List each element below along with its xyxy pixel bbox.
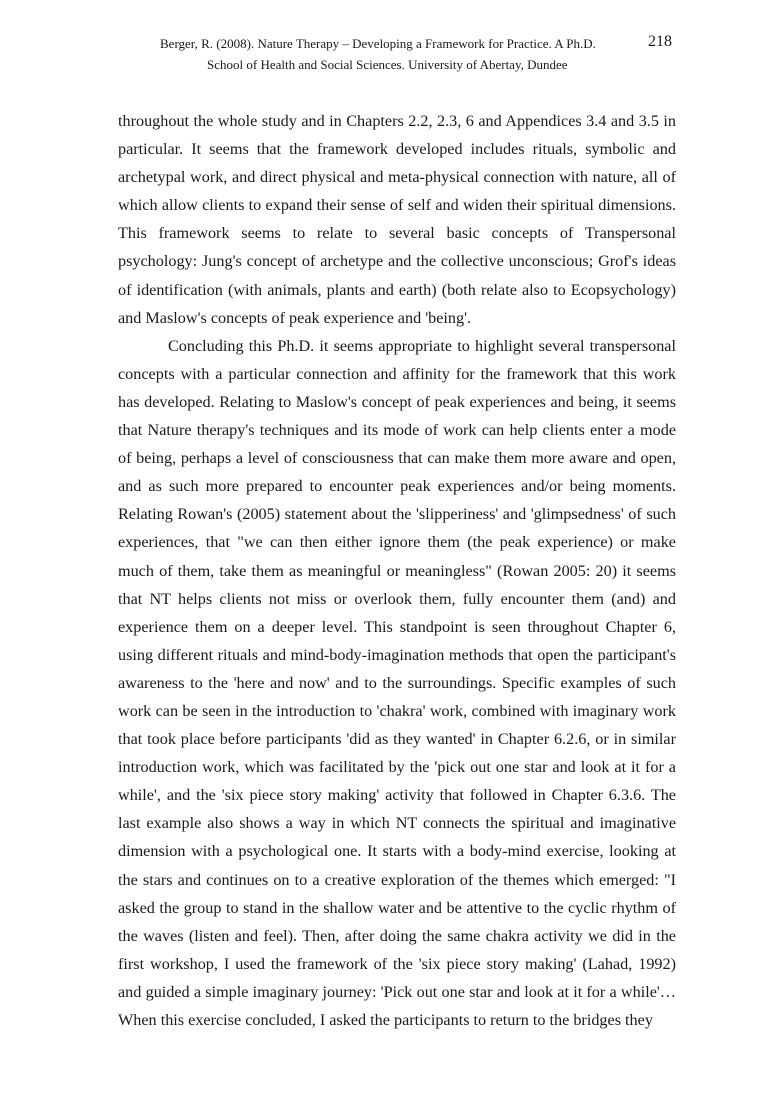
page-number: 218 bbox=[648, 33, 672, 50]
body-text bbox=[118, 107, 676, 1034]
paragraph-1: throughout the whole study and in Chapters 2.2, 2.3, 6 and Appendices 3.4 and 3.5 in particular. It seems that the framework developed includes rituals, symbolic and archetypal work, and direct physical and meta-physical connection with nature, all of which allow clients to expand their sense of self and widen their spiritual dimensions. This framework seems to relate to several basic concepts of Transpersonal psychology: Jung's concept of archetype and the collective unconscious; Grof's ideas of identification (with animals, plants and earth) (both relate also to Ecopsychology) and Maslow's concepts of peak experience and 'being'. bbox=[118, 112, 676, 327]
citation-line-2: School of Health and Social Sciences. University of Abertay, Dundee bbox=[207, 57, 568, 72]
citation-line-1: Berger, R. (2008). Nature Therapy – Developing a Framework for Practice. A Ph.D. bbox=[160, 36, 596, 51]
paragraph-2: Concluding this Ph.D. it seems appropriate to highlight several transpersonal concepts with a particular connection and affinity for the framework that this work has developed. Relating to Maslow's concept of peak experiences and being, it seems that Nature therapy's techniques and its mode of work can help clients enter a mode of being, perhaps a level of consciousness that can make them more aware and open, and as such more prepared to encounter peak experiences and/or being moments. Relating Rowan's (2005) statement about the 'slipperiness' and 'glimpsedness' of such experiences, that "we can then either ignore them (the peak experience) or make much of them, take them as meaningful or meaningless" (Rowan 2005: 20) it seems that NT helps clients not miss or overlook them, fully encounter them (and) and experience them on a deeper level. This standpoint is seen throughout Chapter 6, using different rituals and mind-body-imagination methods that open the participant's awareness to the 'here and now' and to the surroundings. Specific examples of such work can be seen in the introduction to 'chakra' work, combined with imaginary work that took place before participants 'did as they wanted' in Chapter 6.2.6, or in similar introduction work, which was facilitated by the 'pick out one star and look at it for a while', and the 'six piece story making' activity that followed in Chapter 6.3.6. The last example also shows a way in which NT connects the spiritual and imaginative dimension with a psychological one. It starts with a body-mind exercise, looking at the stars and continues on to a creative exploration of the themes which emerged: "I asked the group to stand in the shallow water and be attentive to the cyclic rhythm of the waves (listen and feel). Then, after doing the same chakra activity we did in the first workshop, I used the framework of the 'six piece story making' (Lahad, 1992) and guided a simple imaginary journey: 'Pick out one star and look at it for a while'… When this exercise concluded, I asked the participants to return to the bridges they bbox=[118, 336, 676, 1029]
